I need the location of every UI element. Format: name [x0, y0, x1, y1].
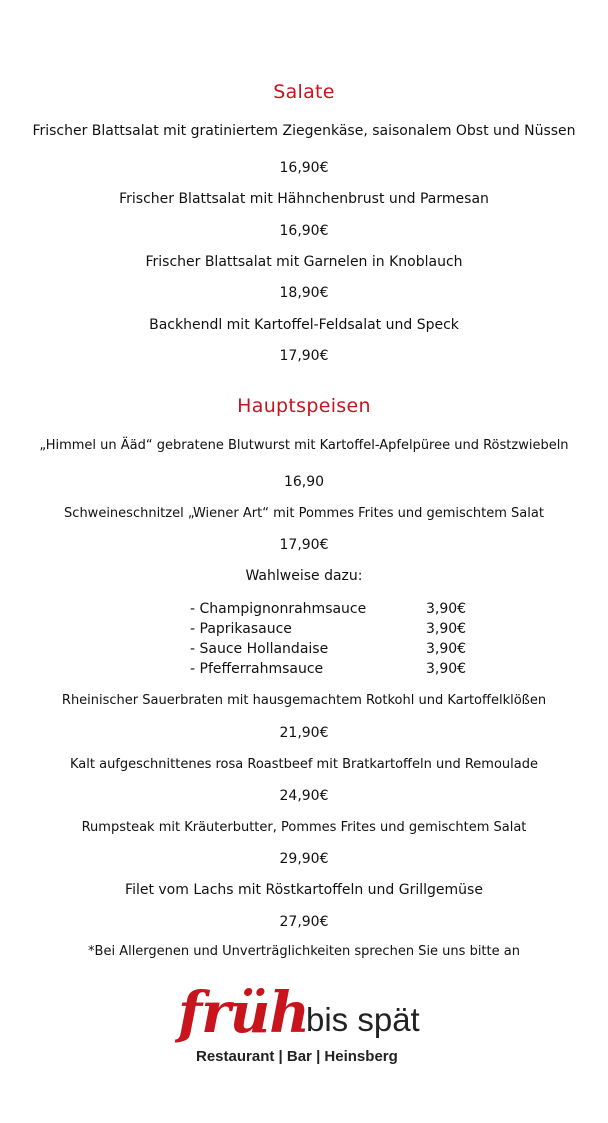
sauce-list	[190, 600, 490, 680]
sauce-row	[190, 620, 490, 640]
menu-item-name: Frischer Blattsalat mit Garnelen in Knoblauch	[145, 254, 463, 270]
menu-item-price: 17,90€	[279, 537, 329, 553]
sauce-name: - Paprikasauce	[190, 621, 292, 637]
menu-item-name: Schweineschnitzel „Wiener Art“ mit Pommes Frites und gemischtem Salat	[64, 506, 544, 521]
menu-item-name: Filet vom Lachs mit Röstkartoffeln und Grillgemüse	[125, 882, 483, 898]
section-heading-salate: Salate	[273, 81, 335, 103]
options-label: Wahlweise dazu:	[245, 568, 363, 584]
menu-item-price: 21,90€	[279, 725, 329, 741]
sauce-row	[190, 640, 490, 660]
menu-item-name: Frischer Blattsalat mit gratiniertem Ziegenkäse, saisonalem Obst und Nüssen	[32, 123, 576, 139]
menu-item-name: Rheinischer Sauerbraten mit hausgemachtem Rotkohl und Kartoffelklößen	[61, 693, 547, 708]
allergen-footnote: *Bei Allergenen und Unverträglichkeiten sprechen Sie uns bitte an	[88, 944, 520, 959]
menu-item-price: 29,90€	[279, 851, 329, 867]
menu-item-name: Kalt aufgeschnittenes rosa Roastbeef mit Bratkartoffeln und Remoulade	[70, 757, 538, 772]
sauce-price: 3,90€	[426, 601, 467, 617]
logo-subtitle: Restaurant | Bar | Heinsberg	[196, 1048, 398, 1065]
menu-item-price: 17,90€	[279, 348, 329, 364]
menu-item-price: 16,90	[283, 474, 325, 490]
logo-mark: früh	[178, 980, 310, 1046]
menu-item-name: „Himmel un Ääd“ gebratene Blutwurst mit Kartoffel-Apfelpüree und Röstzwiebeln	[39, 438, 569, 453]
menu-item-price: 24,90€	[279, 788, 329, 804]
sauce-name: - Pfefferrahmsauce	[190, 661, 324, 677]
sauce-name: - Champignonrahmsauce	[190, 601, 367, 617]
section-heading-hauptspeisen: Hauptspeisen	[237, 395, 371, 417]
menu-item-name: Rumpsteak mit Kräuterbutter, Pommes Frites und gemischtem Salat	[81, 820, 527, 835]
sauce-price: 3,90€	[426, 621, 467, 637]
logo-text: bis spät	[306, 1001, 420, 1038]
menu-item-price: 16,90€	[279, 160, 329, 176]
menu-item-price: 27,90€	[279, 914, 329, 930]
sauce-name: - Sauce Hollandaise	[190, 641, 329, 657]
sauce-price: 3,90€	[426, 661, 467, 677]
sauce-row	[190, 600, 490, 620]
menu-item-price: 16,90€	[279, 223, 329, 239]
menu-item-name: Frischer Blattsalat mit Hähnchenbrust und Parmesan	[119, 191, 489, 207]
menu-item-name: Backhendl mit Kartoffel-Feldsalat und Speck	[149, 317, 459, 333]
sauce-price: 3,90€	[426, 641, 467, 657]
menu-item-price: 18,90€	[279, 285, 329, 301]
restaurant-logo	[178, 982, 438, 1072]
sauce-row	[190, 660, 490, 680]
